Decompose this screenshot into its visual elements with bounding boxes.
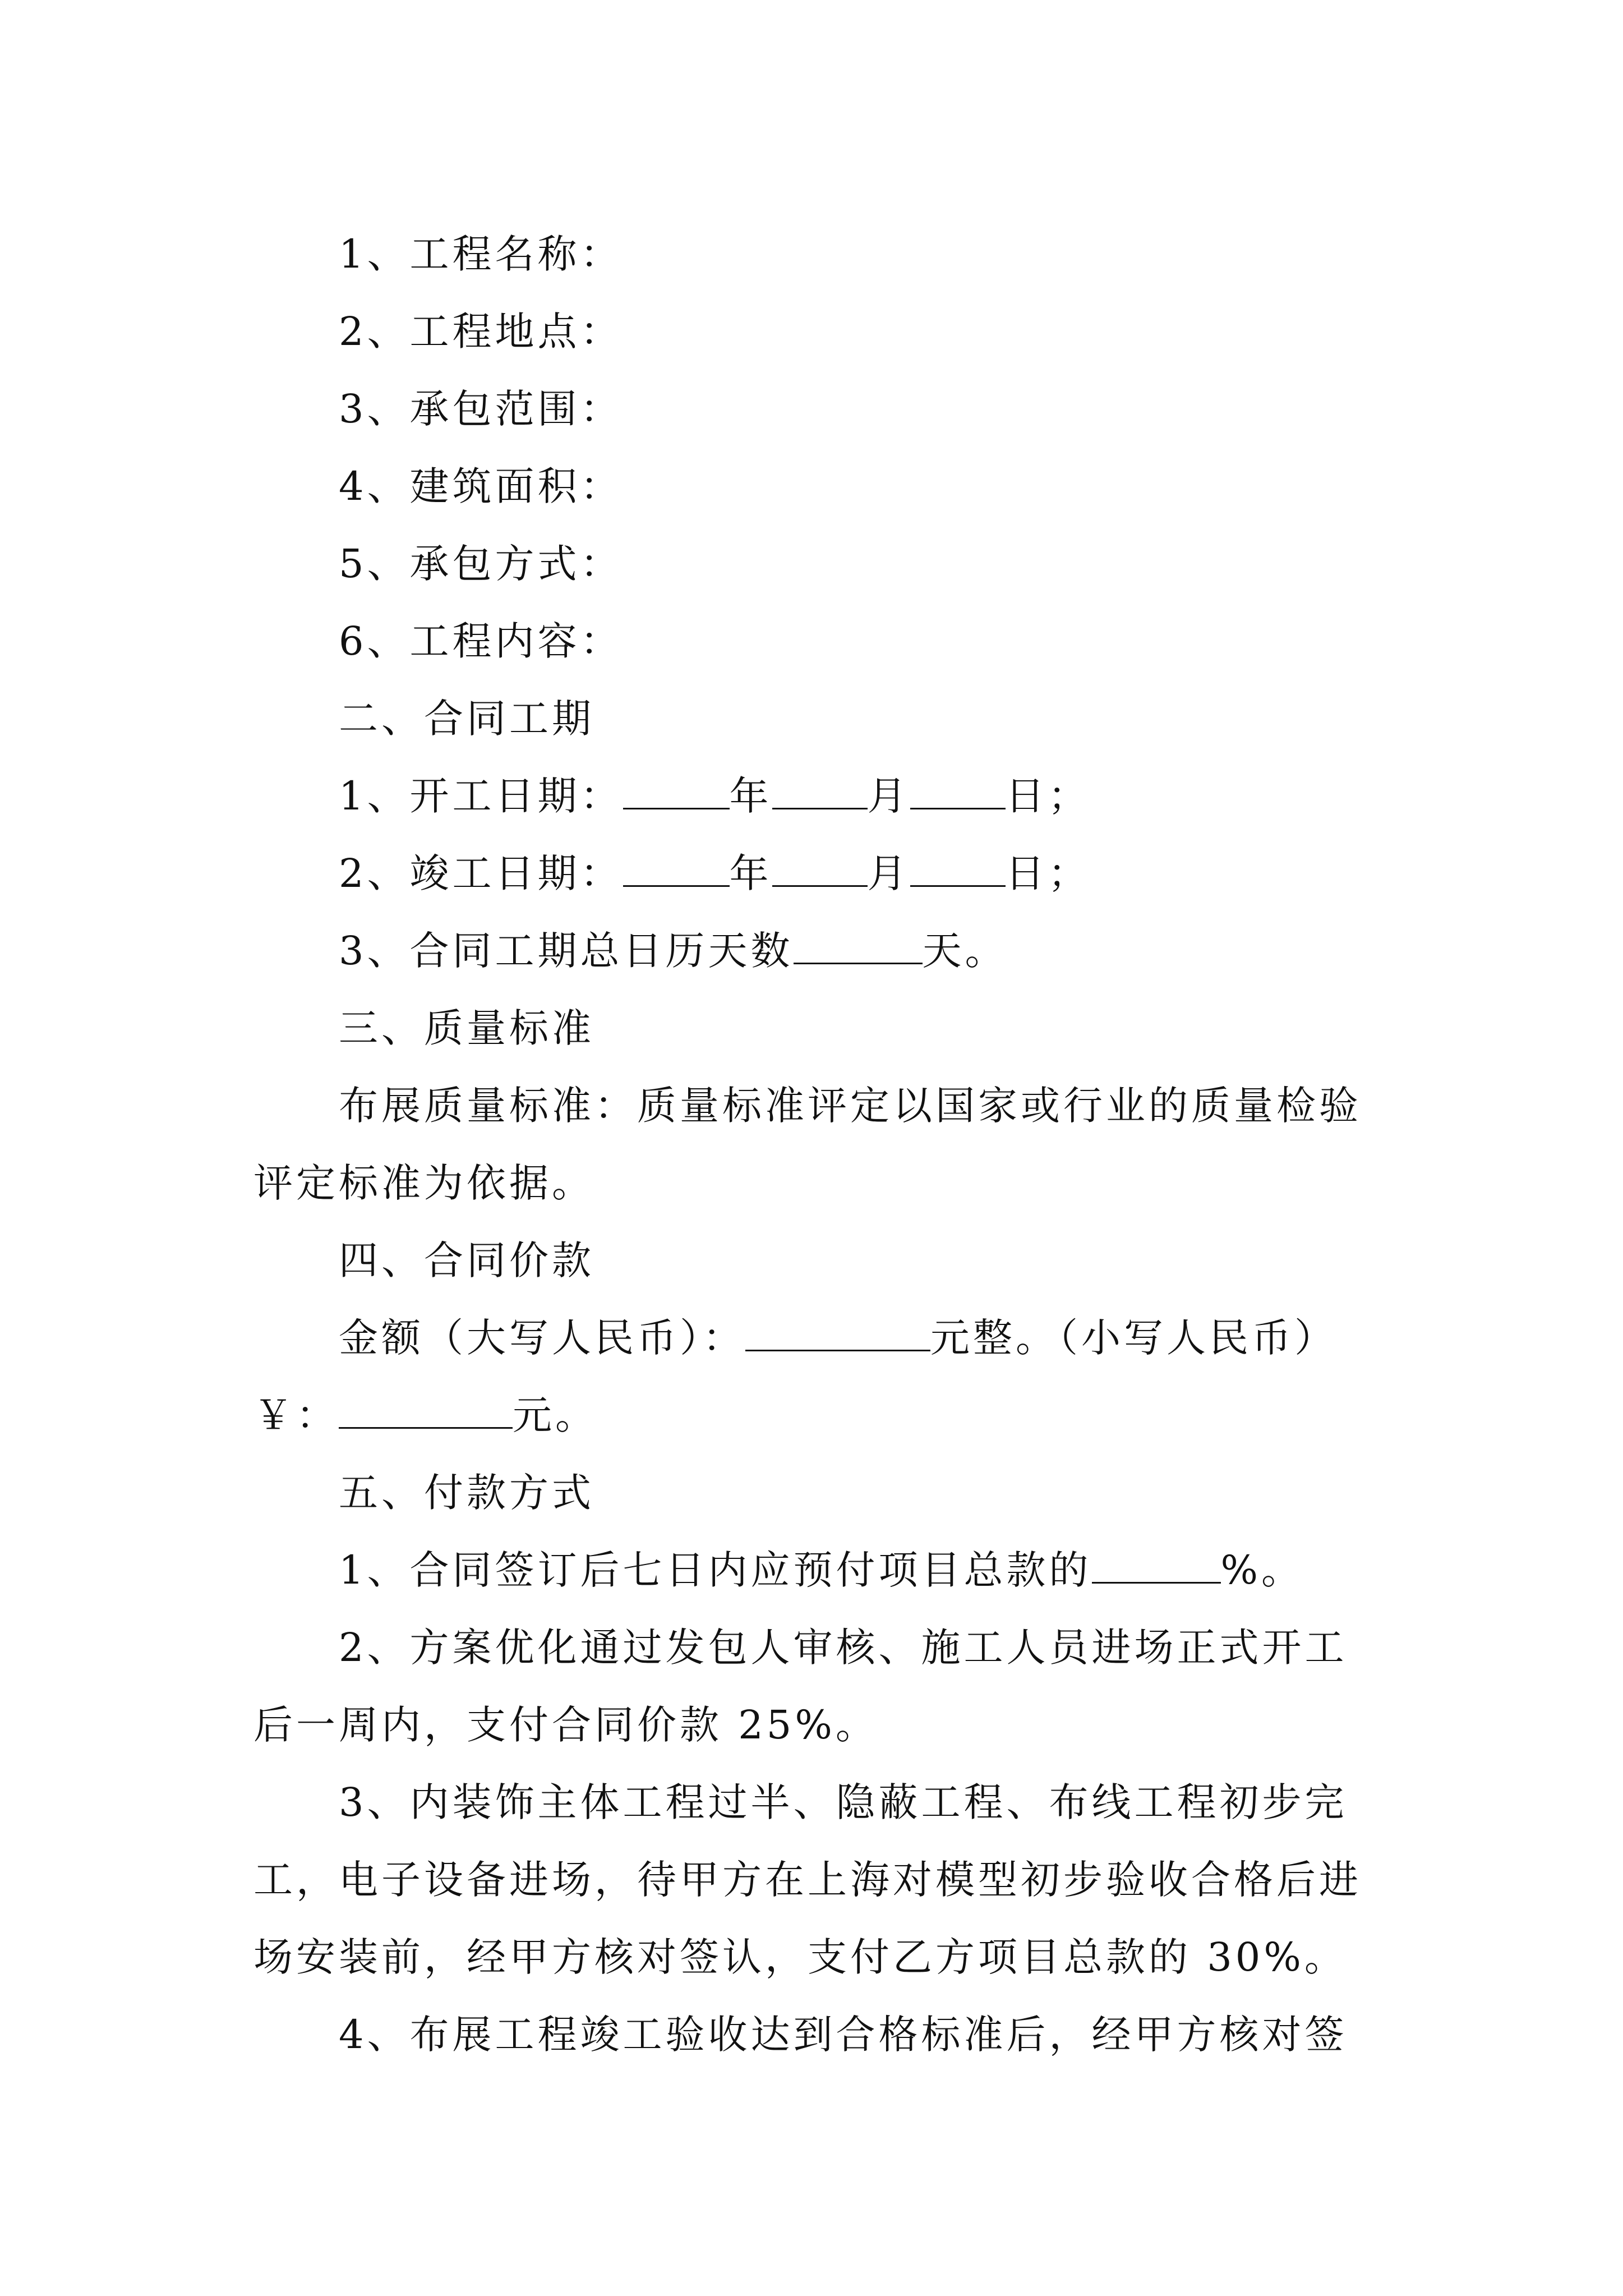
item-project-content: 6、工程内容： [339, 618, 623, 664]
item-payment-1: 1、合同签订后七日内应预付项目总款的 %。 [339, 1547, 1304, 1593]
document-page [253, 215, 1375, 2073]
amount-lowercase-blank[interactable] [339, 1397, 513, 1429]
section-heading-price: 四、合同价款 [339, 1237, 594, 1283]
year-blank[interactable] [623, 777, 730, 809]
item-payment-4-line-1: 4、布展工程竣工验收达到合格标准后，经甲方核对签 [339, 2012, 1348, 2058]
year-blank[interactable] [623, 855, 730, 887]
item-amount-uppercase: 金额（大写人民币）： 元整。（小写人民币） [339, 1315, 1337, 1361]
item-amount-lowercase: ￥： 元。 [253, 1392, 598, 1438]
month-blank[interactable] [772, 777, 868, 809]
day-blank[interactable] [910, 855, 1006, 887]
section-heading-quality: 三、质量标准 [339, 1005, 594, 1051]
item-contract-scope: 3、承包范围： [339, 386, 623, 432]
item-completion-date: 2、竣工日期： 年 月 日； [339, 850, 1091, 896]
section-heading-payment: 五、付款方式 [339, 1470, 594, 1516]
item-building-area: 4、建筑面积： [339, 463, 623, 509]
item-contract-method: 5、承包方式： [339, 541, 623, 587]
section-heading-duration: 二、合同工期 [339, 696, 594, 742]
item-payment-3-line-2: 工，电子设备进场，待甲方在上海对模型初步验收合格后进 [253, 1857, 1362, 1903]
amount-uppercase-blank[interactable] [745, 1319, 930, 1351]
item-payment-3-line-3: 场安装前，经甲方核对签认，支付乙方项目总款的 30%。 [253, 1934, 1347, 1980]
item-payment-2-line-2: 后一周内，支付合同价款 25%。 [253, 1702, 878, 1748]
paragraph-quality-line-1: 布展质量标准：质量标准评定以国家或行业的质量检验 [339, 1083, 1362, 1129]
month-blank[interactable] [772, 855, 868, 887]
item-total-days: 3、合同工期总日历天数 天。 [339, 928, 1008, 974]
percent-blank[interactable] [1092, 1552, 1221, 1584]
item-project-name: 1、工程名称： [339, 231, 623, 277]
paragraph-quality-line-2: 评定标准为依据。 [253, 1160, 594, 1206]
item-project-location: 2、工程地点： [339, 309, 623, 355]
item-start-date: 1、开工日期： 年 月 日； [339, 773, 1091, 819]
item-payment-3-line-1: 3、内装饰主体工程过半、隐蔽工程、布线工程初步完 [339, 1779, 1348, 1825]
day-blank[interactable] [910, 777, 1006, 809]
days-blank[interactable] [794, 932, 923, 964]
item-payment-2-line-1: 2、方案优化通过发包人审核、施工人员进场正式开工 [339, 1625, 1348, 1671]
